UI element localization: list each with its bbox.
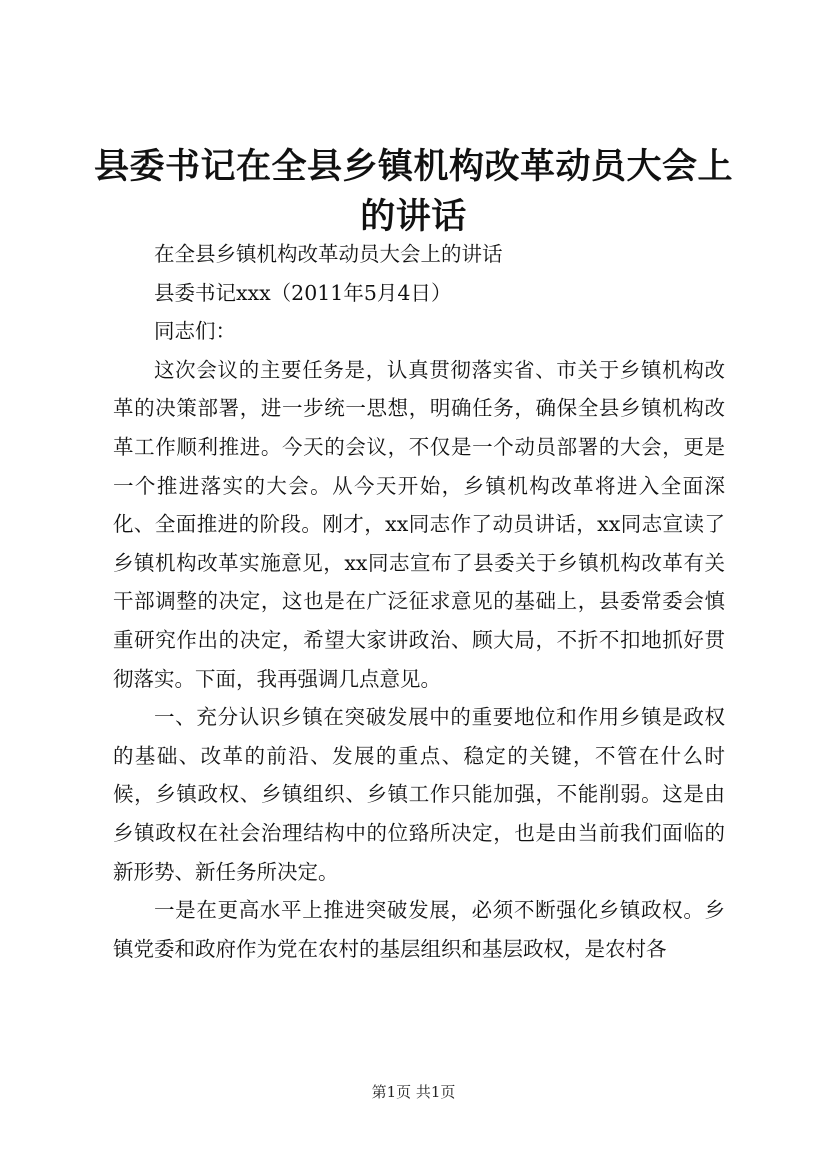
document-body: [113, 235, 725, 968]
page-footer: 第1页 共1页: [371, 1083, 456, 1101]
author-date-paragraph: 县委书记xxx（2011年5月4日）: [154, 280, 452, 305]
body-paragraph: 一是在更高水平上推进突破发展，必须不断强化乡镇政权。乡镇党委和政府作为党在农村的基层组织和基层政权，是农村各: [113, 898, 725, 961]
subtitle-paragraph: 在全县乡镇机构改革动员大会上的讲话: [154, 242, 503, 266]
salutation-paragraph: 同志们：: [154, 319, 236, 344]
document-title: 县委书记在全县乡镇机构改革动员大会上的讲话: [93, 146, 733, 237]
body-paragraph: 一、充分认识乡镇在突破发展中的重要地位和作用乡镇是政权的基础、改革的前沿、发展的重点、稳定的关键，不管在什么时候，乡镇政权、乡镇组织、乡镇工作只能加强，不能削弱。这是由乡镇政权在社会治理结构中的位臵所决定，也是由当前我们面临的新形势、新任务所决定。: [113, 705, 725, 884]
body-paragraph: 这次会议的主要任务是，认真贯彻落实省、市关于乡镇机构改革的决策部署，进一步统一思想，明确任务，确保全县乡镇机构改革工作顺利推进。今天的会议，不仅是一个动员部署的大会，更是一个推进落实的大会。从今天开始，乡镇机构改革将进入全面深化、全面推进的阶段。刚才，xx同志作了动员讲话，xx同志宣读了乡镇机构改革实施意见，xx同志宣布了县委关于乡镇机构改革有关干部调整的决定，这也是在广泛征求意见的基础上，县委常委会慎重研究作出的决定，希望大家讲政治、顾大局，不折不扣地抓好贯彻落实。下面，我再强调几点意见。: [113, 357, 725, 691]
